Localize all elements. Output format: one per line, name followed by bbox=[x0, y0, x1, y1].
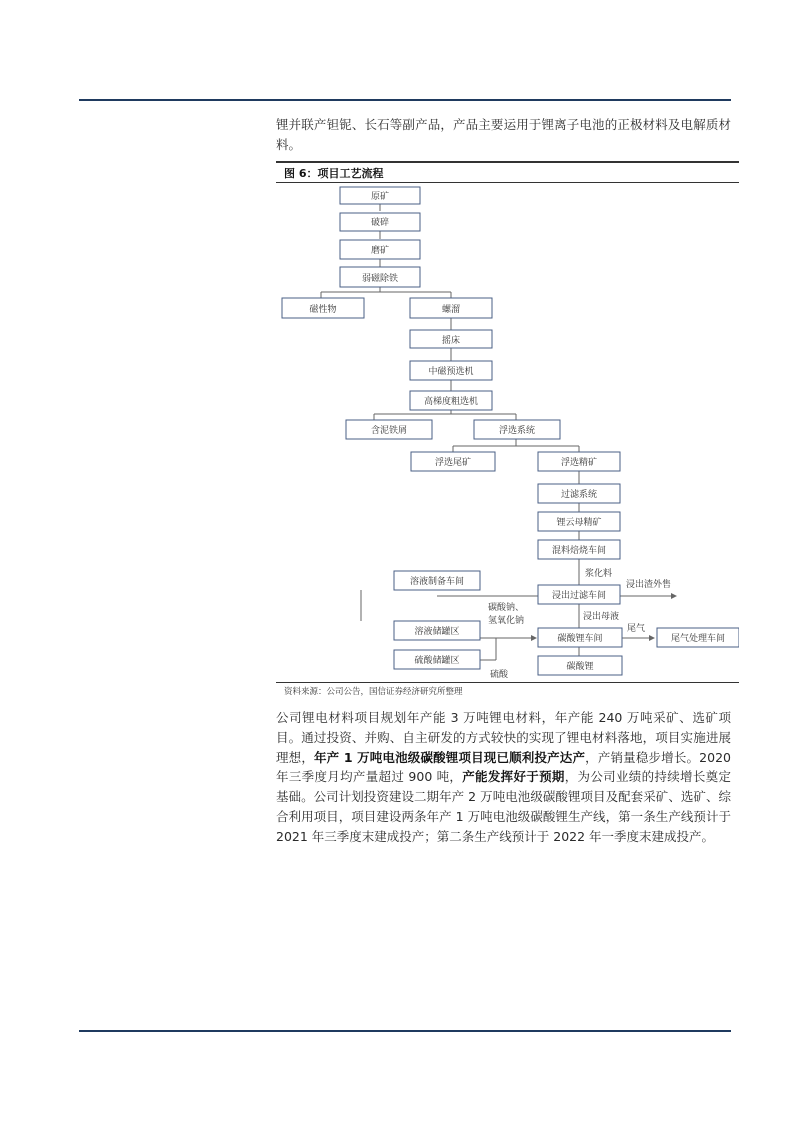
footer-rule bbox=[79, 1030, 731, 1032]
node-fuxuanjing bbox=[538, 452, 620, 471]
node-hanni bbox=[346, 420, 432, 439]
label-jianghualiao: 浆化料 bbox=[585, 569, 613, 579]
label-jinchuzha: 浸出渣外售 bbox=[626, 580, 672, 590]
node-fuxuanwei bbox=[411, 452, 495, 471]
node-gaotidu bbox=[410, 391, 492, 410]
svg-text:高梯度粗选机: 高梯度粗选机 bbox=[423, 397, 479, 407]
label-weiqi: 尾气 bbox=[627, 624, 646, 634]
node-rongye-zhibei bbox=[394, 571, 480, 590]
svg-text:碳酸锂: 碳酸锂 bbox=[566, 662, 594, 672]
svg-text:弱磁除铁: 弱磁除铁 bbox=[361, 274, 399, 284]
node-luoliu bbox=[410, 298, 492, 318]
svg-text:溶液制备车间: 溶液制备车间 bbox=[409, 577, 465, 587]
svg-text:原矿: 原矿 bbox=[370, 192, 390, 202]
header-rule bbox=[79, 99, 731, 101]
svg-text:中磁预选机: 中磁预选机 bbox=[428, 367, 474, 377]
node-fuxuan bbox=[474, 420, 560, 439]
svg-text:锂云母精矿: 锂云母精矿 bbox=[556, 518, 602, 528]
svg-text:磁性物: 磁性物 bbox=[309, 305, 337, 315]
svg-text:尾气处理车间: 尾气处理车间 bbox=[670, 634, 726, 644]
process-flow-diagram bbox=[276, 184, 739, 682]
label-tansuanna-2: 氢氧化钠 bbox=[488, 616, 525, 626]
svg-text:摇床: 摇床 bbox=[441, 336, 461, 346]
svg-text:碳酸锂车间: 碳酸锂车间 bbox=[557, 634, 603, 644]
node-tansuanli bbox=[538, 656, 622, 675]
node-posui bbox=[340, 213, 420, 231]
figure-bottom-rule bbox=[276, 682, 739, 683]
node-weiqi-chuli bbox=[657, 628, 739, 647]
intro-paragraph: 锂并联产钽铌、长石等副产品，产品主要运用于锂离子电池的正极材料及电解质材料。 bbox=[276, 117, 731, 152]
figure-source: 资料来源：公司公告，国信证券经济研究所整理 bbox=[284, 687, 463, 697]
svg-text:浮选精矿: 浮选精矿 bbox=[560, 458, 598, 468]
node-rongye-chuguan bbox=[394, 621, 480, 640]
node-zhongci bbox=[410, 361, 492, 380]
svg-text:破碎: 破碎 bbox=[370, 218, 390, 228]
node-hunliao bbox=[538, 540, 620, 559]
label-liusuan: 硫酸 bbox=[490, 670, 509, 680]
svg-text:螺溜: 螺溜 bbox=[441, 305, 461, 315]
svg-text:混料焙烧车间: 混料焙烧车间 bbox=[551, 546, 607, 556]
svg-text:浸出过滤车间: 浸出过滤车间 bbox=[551, 591, 607, 601]
node-liusuan-chuguan bbox=[394, 650, 480, 669]
body-text-1: 公司锂电材料项目规划年产能 3 万吨锂电材料，年产能 240 万吨采矿、选矿项目。通过投资、并购、自主研发的方式较快的实现了锂电材料落地，项目实施进展理想， bbox=[276, 710, 731, 765]
node-cixingwu bbox=[282, 298, 364, 318]
svg-text:硫酸储罐区: 硫酸储罐区 bbox=[414, 656, 460, 666]
node-ruoci bbox=[340, 267, 420, 287]
svg-text:溶液储罐区: 溶液储罐区 bbox=[414, 627, 460, 637]
svg-text:浮选系统: 浮选系统 bbox=[498, 426, 536, 436]
node-guolv bbox=[538, 484, 620, 503]
figure-top-rule bbox=[276, 161, 739, 163]
body-bold-2: 产能发挥好于预期 bbox=[462, 769, 565, 785]
label-tansuanna-1: 碳酸钠、 bbox=[488, 603, 525, 613]
body-paragraph bbox=[276, 708, 731, 847]
node-mokuang bbox=[340, 240, 420, 259]
label-jinchumuye: 浸出母液 bbox=[583, 612, 620, 622]
svg-text:浮选尾矿: 浮选尾矿 bbox=[434, 458, 472, 468]
svg-text:磨矿: 磨矿 bbox=[370, 246, 390, 256]
node-yaochuang bbox=[410, 330, 492, 348]
svg-text:含泥铁屑: 含泥铁屑 bbox=[370, 426, 408, 436]
body-text-3: ，为公司业绩的持续增长奠定基础。公司计划投资建设二期年产 2 万吨电池级碳酸锂项目及配套采矿、选矿、综合利用项目，项目建设两条年产 1 万吨电池级碳酸锂生产线，第一条生产线预计于 2021 年三季度末建成投产；第二条生产线预计于 2022 年一季度末建成投产。 bbox=[276, 769, 731, 844]
node-liyunmu bbox=[538, 512, 620, 531]
body-text-2: ，产销量稳步增长。2020 年三季度月均产量超过 900 吨， bbox=[276, 749, 731, 785]
body-bold-1: 年产 1 万吨电池级碳酸锂项目现已顺利投产达产 bbox=[314, 749, 586, 765]
node-jinchu bbox=[538, 585, 620, 604]
node-yuankuang bbox=[340, 187, 420, 204]
node-tansuanli-chejian bbox=[538, 628, 622, 647]
svg-text:过滤系统: 过滤系统 bbox=[560, 490, 598, 500]
figure-title-rule bbox=[276, 182, 739, 183]
figure-title: 图 6：项目工艺流程 bbox=[284, 167, 384, 180]
